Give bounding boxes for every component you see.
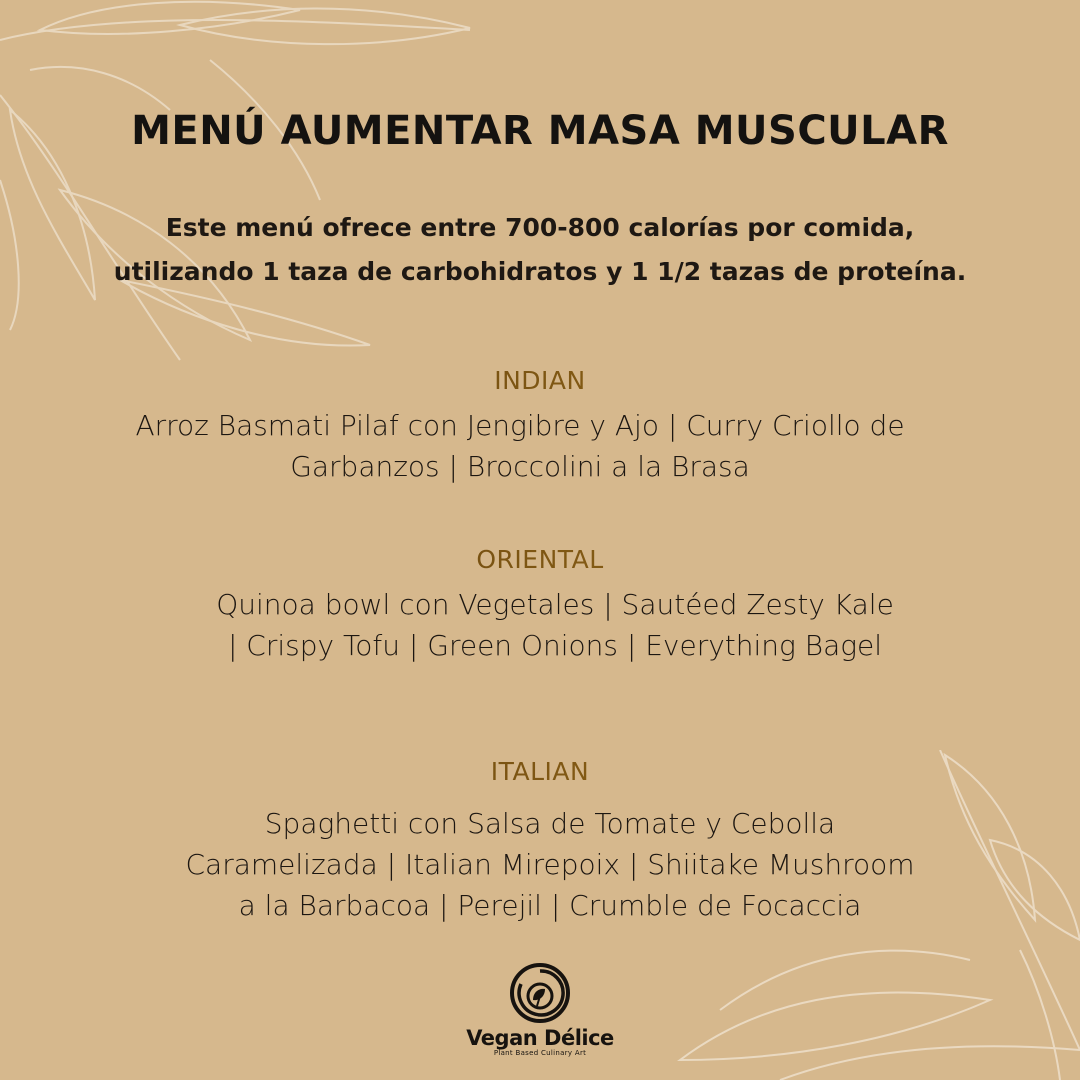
intro-line: Este menú ofrece entre 700-800 calorías por comida, (165, 213, 915, 242)
menu-line: Garbanzos | Broccolini a la Brasa (290, 450, 750, 483)
section-heading-text: ITALIAN (490, 757, 590, 786)
menu-line: Quinoa bowl con Vegetales | Sautéed Zesty Kale (216, 588, 894, 621)
section-heading-text: ORIENTAL (476, 545, 604, 574)
brand-logo (440, 962, 640, 1057)
menu-line: Caramelizada | Italian Mirepoix | Shiitake Mushroom (185, 848, 915, 881)
brand-name: Vegan Délice (466, 1026, 614, 1050)
intro-text (90, 206, 990, 294)
section-heading-oriental (0, 545, 1080, 574)
menu-line: | Crispy Tofu | Green Onions | Everything Bagel (227, 629, 883, 662)
brand-tagline: Plant Based Culinary Art (493, 1049, 587, 1057)
section-body-italian (160, 803, 940, 926)
section-body-indian (100, 405, 940, 487)
section-heading-italian (0, 757, 1080, 786)
section-heading-text: INDIAN (494, 366, 586, 395)
menu-line: Arroz Basmati Pilaf con Jengibre y Ajo | Curry Criollo de (135, 409, 905, 442)
section-heading-indian (0, 366, 1080, 395)
spiral-leaf-icon (509, 962, 571, 1024)
leaf-decoration-top-left-icon (0, 0, 520, 380)
intro-line: utilizando 1 taza de carbohidratos y 1 1/2 tazas de proteína. (113, 257, 967, 286)
menu-line: a la Barbacoa | Perejil | Crumble de Focaccia (238, 889, 862, 922)
section-body-oriental (190, 584, 920, 666)
page-title: MENÚ AUMENTAR MASA MUSCULAR (131, 108, 949, 154)
menu-line: Spaghetti con Salsa de Tomate y Cebolla (264, 807, 836, 840)
